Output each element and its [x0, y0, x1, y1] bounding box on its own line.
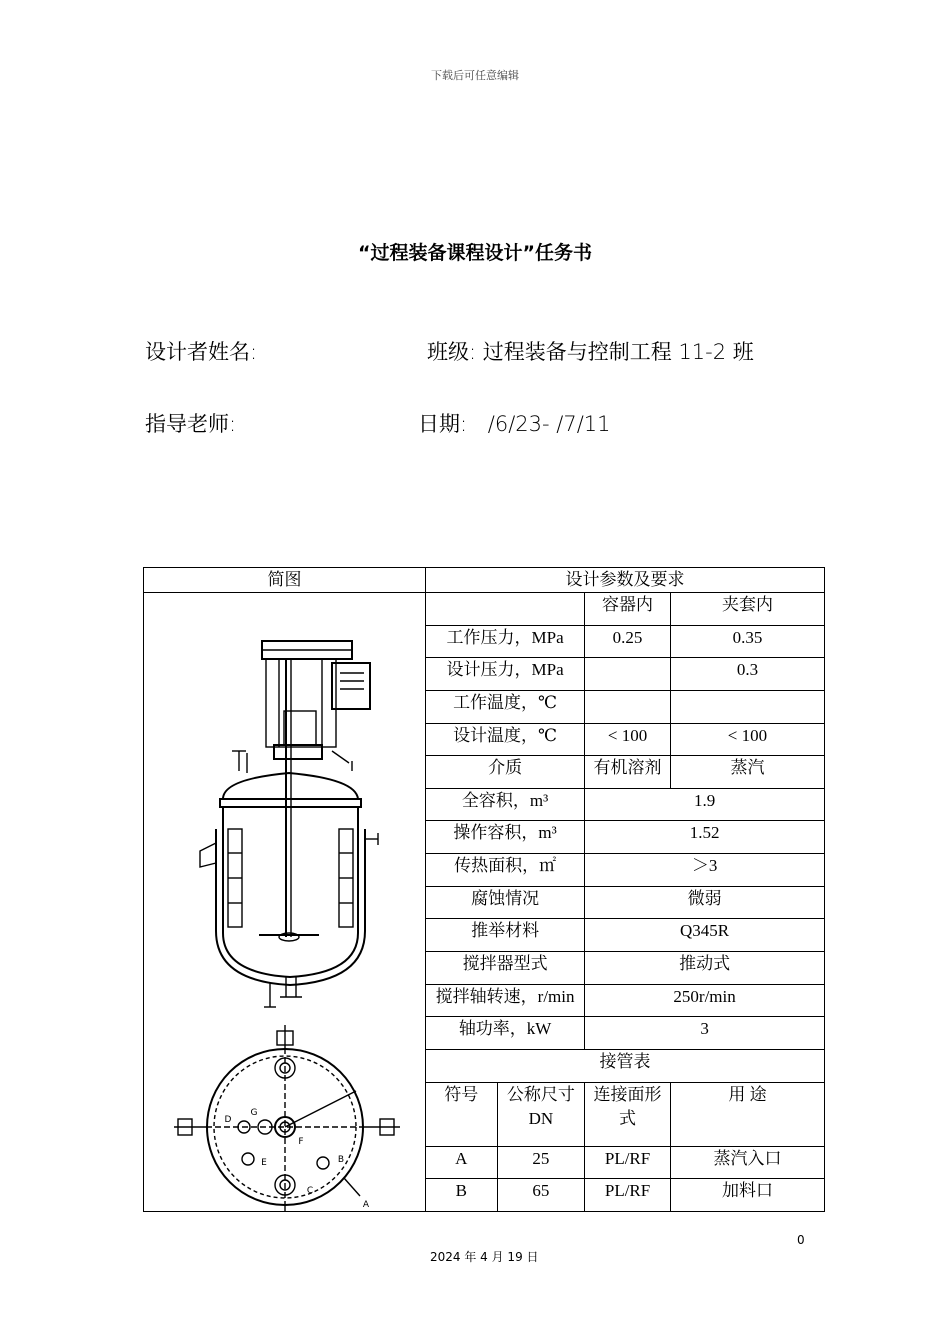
footer-date: 2024 年 4 月 19 日 — [430, 1250, 539, 1264]
row-label: 传热面积，㎡ — [426, 854, 585, 887]
row-vessel: 0.25 — [585, 625, 671, 658]
row-value: 微弱 — [585, 886, 825, 919]
row-jacket: 0.3 — [670, 658, 824, 691]
row-label: 腐蚀情况 — [426, 886, 585, 919]
nozzle-use: 加料口 — [670, 1179, 824, 1212]
sketch-label-f: F — [298, 1137, 304, 1147]
teacher-label: 指导老师: — [145, 412, 237, 436]
sub-vessel-header: 容器内 — [585, 593, 671, 626]
row-vessel: 有机溶剂 — [585, 756, 671, 789]
vessel-sketch — [144, 593, 425, 1211]
row-jacket — [670, 690, 824, 723]
nozzle-symbol: B — [426, 1179, 498, 1212]
designer-field — [145, 336, 257, 366]
row-value: 250r/min — [585, 984, 825, 1017]
row-label: 工作压力，MPa — [426, 625, 585, 658]
nozzle-dn: 65 — [497, 1179, 585, 1212]
col-sketch-header: 简图 — [144, 568, 426, 593]
row-vessel — [585, 690, 671, 723]
row-jacket: < 100 — [670, 723, 824, 756]
date-value: /6/23- /7/11 — [487, 412, 611, 436]
date-label: 日期: — [418, 412, 468, 436]
class-field — [427, 336, 754, 366]
spec-table — [143, 567, 825, 1212]
row-value: 1.52 — [585, 821, 825, 854]
row-value: 1.9 — [585, 788, 825, 821]
sketch-label-d: D — [224, 1115, 232, 1125]
row-value: 推动式 — [585, 952, 825, 985]
nozzle-face: PL/RF — [585, 1179, 671, 1212]
sketch-label-g: G — [250, 1108, 258, 1118]
nozzle-header-symbol: 符号 — [426, 1082, 498, 1146]
nozzle-header-dn: 公称尺寸DN — [497, 1082, 585, 1146]
class-value: 过程装备与控制工程 11-2 班 — [482, 340, 754, 364]
header-note: 下载后可任意编辑 — [431, 69, 519, 82]
nozzle-symbol: A — [426, 1146, 498, 1179]
page-number: 0 — [797, 1233, 805, 1247]
col-params-header: 设计参数及要求 — [426, 568, 825, 593]
sub-jacket-header: 夹套内 — [670, 593, 824, 626]
row-label: 轴功率，kW — [426, 1017, 585, 1050]
row-jacket: 蒸汽 — [670, 756, 824, 789]
page-title: “过程装备课程设计”任务书 — [358, 242, 592, 264]
row-label: 搅拌轴转速，r/min — [426, 984, 585, 1017]
teacher-field — [145, 408, 236, 438]
row-label: 介质 — [426, 756, 585, 789]
nozzle-dn: 25 — [497, 1146, 585, 1179]
empty-subheader — [426, 593, 585, 626]
nozzle-table-title: 接管表 — [426, 1049, 825, 1082]
row-label: 搅拌器型式 — [426, 952, 585, 985]
sketch-label-a: A — [362, 1200, 370, 1210]
designer-label: 设计者姓名: — [145, 340, 258, 364]
row-vessel: < 100 — [585, 723, 671, 756]
date-field — [418, 408, 610, 438]
nozzle-face: PL/RF — [585, 1146, 671, 1179]
row-value: ＞3 — [585, 854, 825, 887]
sketch-label-b: B — [337, 1155, 345, 1165]
row-label: 全容积，m³ — [426, 788, 585, 821]
table-header-row — [144, 568, 825, 593]
sketch-label-e: E — [261, 1158, 267, 1168]
class-label: 班级: — [427, 340, 477, 364]
row-label: 工作温度，℃ — [426, 690, 585, 723]
row-jacket: 0.35 — [670, 625, 824, 658]
nozzle-header-use: 用 途 — [670, 1082, 824, 1146]
row-value: 3 — [585, 1017, 825, 1050]
row-label: 推举材料 — [426, 919, 585, 952]
row-label: 设计温度，℃ — [426, 723, 585, 756]
row-label: 设计压力，MPa — [426, 658, 585, 691]
row-value: Q345R — [585, 919, 825, 952]
subheader-row — [144, 593, 825, 626]
sketch-label-c: C — [306, 1186, 314, 1196]
row-vessel — [585, 658, 671, 691]
row-label: 操作容积，m³ — [426, 821, 585, 854]
nozzle-use: 蒸汽入口 — [670, 1146, 824, 1179]
sketch-cell — [144, 593, 426, 1212]
nozzle-header-face: 连接面形式 — [585, 1082, 671, 1146]
